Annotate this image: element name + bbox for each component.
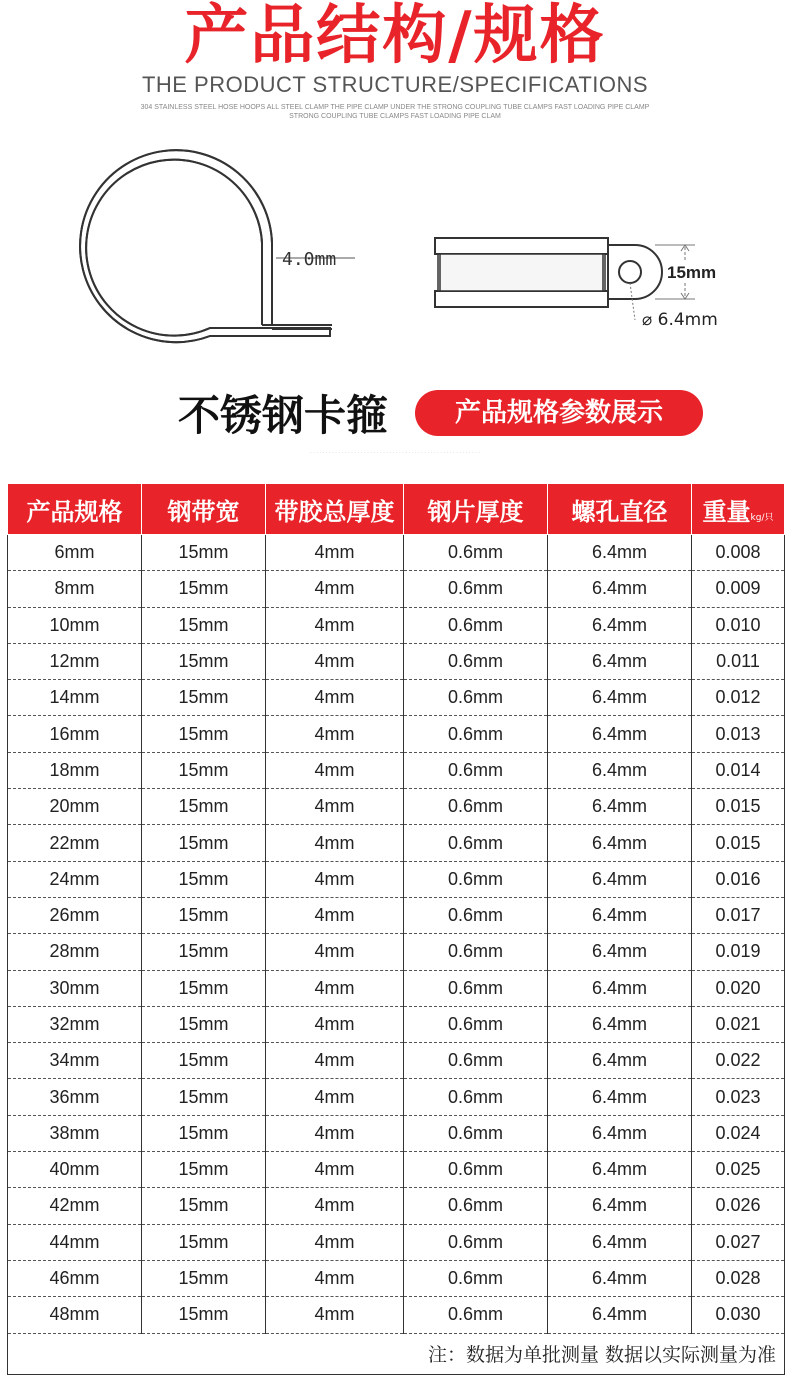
cell-steel-thickness: 0.6mm	[404, 1043, 548, 1079]
cell-total-thickness: 4mm	[266, 1260, 404, 1296]
cell-weight: 0.010	[692, 607, 785, 643]
cell-steel-thickness: 0.6mm	[404, 1188, 548, 1224]
cell-total-thickness: 4mm	[266, 825, 404, 861]
cell-hole-diameter: 6.4mm	[548, 1260, 692, 1296]
cell-weight: 0.022	[692, 1043, 785, 1079]
cell-weight: 0.021	[692, 1006, 785, 1042]
spec-table-body	[8, 535, 785, 1334]
page-title: 产品结构/规格	[184, 0, 606, 73]
cell-hole-diameter: 6.4mm	[548, 535, 692, 571]
cell-hole-diameter: 6.4mm	[548, 1079, 692, 1115]
cell-band-width: 15mm	[142, 1079, 266, 1115]
table-row	[8, 861, 785, 897]
cell-total-thickness: 4mm	[266, 1224, 404, 1260]
cell-spec: 26mm	[8, 897, 142, 933]
cell-weight: 0.020	[692, 970, 785, 1006]
cell-hole-diameter: 6.4mm	[548, 1006, 692, 1042]
cell-steel-thickness: 0.6mm	[404, 1224, 548, 1260]
cell-band-width: 15mm	[142, 607, 266, 643]
cell-weight: 0.011	[692, 643, 785, 679]
cell-band-width: 15mm	[142, 1115, 266, 1151]
cell-weight: 0.027	[692, 1224, 785, 1260]
cell-steel-thickness: 0.6mm	[404, 1115, 548, 1151]
cell-spec: 24mm	[8, 861, 142, 897]
cell-spec: 18mm	[8, 752, 142, 788]
cell-total-thickness: 4mm	[266, 970, 404, 1006]
cell-hole-diameter: 6.4mm	[548, 789, 692, 825]
cell-steel-thickness: 0.6mm	[404, 897, 548, 933]
clamp-side-view	[80, 150, 355, 342]
cell-band-width: 15mm	[142, 535, 266, 571]
header-total-thickness: 带胶总厚度	[266, 484, 404, 535]
cell-band-width: 15mm	[142, 1224, 266, 1260]
cell-band-width: 15mm	[142, 752, 266, 788]
cell-total-thickness: 4mm	[266, 607, 404, 643]
clamp-top-view	[435, 238, 662, 307]
cell-total-thickness: 4mm	[266, 1152, 404, 1188]
cell-steel-thickness: 0.6mm	[404, 1079, 548, 1115]
faint-caption: · · · · · · · · · · · · · · · · · · · · · · · · · · · · · · · · · · · · · · · · · · · · · · · · · · · · · ·	[309, 450, 481, 456]
cell-weight: 0.009	[692, 571, 785, 607]
header-weight	[692, 484, 785, 535]
cell-weight: 0.023	[692, 1079, 785, 1115]
cell-spec: 30mm	[8, 970, 142, 1006]
table-row	[8, 1297, 785, 1333]
header-weight-unit: kg/只	[750, 512, 774, 523]
width-label: 15mm	[667, 263, 717, 282]
table-row	[8, 1152, 785, 1188]
cell-spec: 6mm	[8, 535, 142, 571]
cell-total-thickness: 4mm	[266, 571, 404, 607]
cell-weight: 0.017	[692, 897, 785, 933]
cell-spec: 46mm	[8, 1260, 142, 1296]
cell-weight: 0.016	[692, 861, 785, 897]
cell-spec: 38mm	[8, 1115, 142, 1151]
cell-spec: 14mm	[8, 680, 142, 716]
header-steel-thickness: 钢片厚度	[404, 484, 548, 535]
cell-hole-diameter: 6.4mm	[548, 680, 692, 716]
table-row	[8, 934, 785, 970]
hole-diameter-label: ⌀ 6.4mm	[642, 310, 718, 330]
table-row	[8, 643, 785, 679]
cell-spec: 40mm	[8, 1152, 142, 1188]
cell-weight: 0.025	[692, 1152, 785, 1188]
table-row	[8, 752, 785, 788]
cell-steel-thickness: 0.6mm	[404, 789, 548, 825]
cell-hole-diameter: 6.4mm	[548, 1224, 692, 1260]
cell-band-width: 15mm	[142, 1188, 266, 1224]
cell-total-thickness: 4mm	[266, 789, 404, 825]
cell-weight: 0.015	[692, 789, 785, 825]
cell-hole-diameter: 6.4mm	[548, 1297, 692, 1333]
cell-total-thickness: 4mm	[266, 643, 404, 679]
product-name: 不锈钢卡箍	[178, 391, 389, 440]
cell-band-width: 15mm	[142, 861, 266, 897]
cell-total-thickness: 4mm	[266, 1043, 404, 1079]
cell-hole-diameter: 6.4mm	[548, 1152, 692, 1188]
cell-spec: 10mm	[8, 607, 142, 643]
header-band-width: 钢带宽	[142, 484, 266, 535]
cell-steel-thickness: 0.6mm	[404, 934, 548, 970]
cell-weight: 0.012	[692, 680, 785, 716]
cell-band-width: 15mm	[142, 897, 266, 933]
cell-hole-diameter: 6.4mm	[548, 752, 692, 788]
cell-steel-thickness: 0.6mm	[404, 680, 548, 716]
product-structure-diagram	[0, 125, 790, 370]
cell-steel-thickness: 0.6mm	[404, 1152, 548, 1188]
table-row	[8, 680, 785, 716]
cell-weight: 0.013	[692, 716, 785, 752]
cell-band-width: 15mm	[142, 571, 266, 607]
cell-steel-thickness: 0.6mm	[404, 643, 548, 679]
cell-band-width: 15mm	[142, 789, 266, 825]
cell-spec: 34mm	[8, 1043, 142, 1079]
cell-total-thickness: 4mm	[266, 535, 404, 571]
spec-table-header	[8, 484, 785, 535]
cell-band-width: 15mm	[142, 680, 266, 716]
cell-band-width: 15mm	[142, 825, 266, 861]
cell-total-thickness: 4mm	[266, 752, 404, 788]
table-row	[8, 716, 785, 752]
cell-hole-diameter: 6.4mm	[548, 1115, 692, 1151]
cell-steel-thickness: 0.6mm	[404, 1006, 548, 1042]
cell-weight: 0.024	[692, 1115, 785, 1151]
cell-total-thickness: 4mm	[266, 1297, 404, 1333]
table-row	[8, 535, 785, 571]
cell-spec: 48mm	[8, 1297, 142, 1333]
cell-hole-diameter: 6.4mm	[548, 571, 692, 607]
spec-table	[7, 483, 785, 1375]
cell-total-thickness: 4mm	[266, 1115, 404, 1151]
table-row	[8, 1079, 785, 1115]
cell-total-thickness: 4mm	[266, 1079, 404, 1115]
cell-band-width: 15mm	[142, 1297, 266, 1333]
cell-weight: 0.026	[692, 1188, 785, 1224]
cell-steel-thickness: 0.6mm	[404, 571, 548, 607]
cell-spec: 28mm	[8, 934, 142, 970]
page-subtitle-small: 304 STAINLESS STEEL HOSE HOOPS ALL STEEL CLAMP THE PIPE CLAMP UNDER THE STRONG COUPLING TUBE CLAMPS FAST LOADING PIPE CLAMP STRONG COUPLING TUBE CLAMPS FAST LOADING PIPE CLAM	[140, 104, 650, 120]
cell-hole-diameter: 6.4mm	[548, 1043, 692, 1079]
cell-steel-thickness: 0.6mm	[404, 752, 548, 788]
cell-hole-diameter: 6.4mm	[548, 934, 692, 970]
header-spec: 产品规格	[8, 484, 142, 535]
cell-total-thickness: 4mm	[266, 897, 404, 933]
cell-hole-diameter: 6.4mm	[548, 716, 692, 752]
table-row	[8, 1260, 785, 1296]
cell-band-width: 15mm	[142, 1043, 266, 1079]
table-row	[8, 1043, 785, 1079]
table-row	[8, 571, 785, 607]
table-row	[8, 897, 785, 933]
cell-band-width: 15mm	[142, 970, 266, 1006]
cell-spec: 42mm	[8, 1188, 142, 1224]
cell-weight: 0.030	[692, 1297, 785, 1333]
measurement-note: 注：数据为单批测量 数据以实际测量为准	[8, 1333, 785, 1374]
cell-weight: 0.015	[692, 825, 785, 861]
table-row	[8, 970, 785, 1006]
cell-spec: 20mm	[8, 789, 142, 825]
cell-spec: 36mm	[8, 1079, 142, 1115]
cell-total-thickness: 4mm	[266, 861, 404, 897]
table-row	[8, 1224, 785, 1260]
table-row	[8, 789, 785, 825]
cell-steel-thickness: 0.6mm	[404, 825, 548, 861]
cell-total-thickness: 4mm	[266, 716, 404, 752]
table-row	[8, 1006, 785, 1042]
cell-weight: 0.028	[692, 1260, 785, 1296]
cell-weight: 0.014	[692, 752, 785, 788]
cell-total-thickness: 4mm	[266, 1188, 404, 1224]
table-row	[8, 1188, 785, 1224]
cell-steel-thickness: 0.6mm	[404, 1260, 548, 1296]
cell-total-thickness: 4mm	[266, 934, 404, 970]
spec-table-note-row	[8, 1333, 785, 1374]
cell-hole-diameter: 6.4mm	[548, 643, 692, 679]
cell-band-width: 15mm	[142, 934, 266, 970]
table-row	[8, 607, 785, 643]
cell-total-thickness: 4mm	[266, 1006, 404, 1042]
cell-steel-thickness: 0.6mm	[404, 861, 548, 897]
cell-spec: 32mm	[8, 1006, 142, 1042]
cell-band-width: 15mm	[142, 643, 266, 679]
cell-steel-thickness: 0.6mm	[404, 1297, 548, 1333]
cell-spec: 8mm	[8, 571, 142, 607]
cell-total-thickness: 4mm	[266, 680, 404, 716]
cell-hole-diameter: 6.4mm	[548, 1188, 692, 1224]
header-weight-label: 重量	[702, 497, 751, 526]
table-row	[8, 1115, 785, 1151]
cell-hole-diameter: 6.4mm	[548, 861, 692, 897]
cell-steel-thickness: 0.6mm	[404, 607, 548, 643]
cell-hole-diameter: 6.4mm	[548, 897, 692, 933]
cell-band-width: 15mm	[142, 1260, 266, 1296]
cell-weight: 0.019	[692, 934, 785, 970]
spec-pill-label: 产品规格参数展示	[415, 390, 703, 436]
cell-hole-diameter: 6.4mm	[548, 607, 692, 643]
cell-spec: 12mm	[8, 643, 142, 679]
cell-steel-thickness: 0.6mm	[404, 970, 548, 1006]
table-row	[8, 825, 785, 861]
cell-weight: 0.008	[692, 535, 785, 571]
cell-spec: 22mm	[8, 825, 142, 861]
cell-hole-diameter: 6.4mm	[548, 825, 692, 861]
cell-band-width: 15mm	[142, 716, 266, 752]
thickness-label: 4.0mm	[282, 249, 337, 270]
cell-band-width: 15mm	[142, 1006, 266, 1042]
cell-steel-thickness: 0.6mm	[404, 535, 548, 571]
header-hole-diameter: 螺孔直径	[548, 484, 692, 535]
cell-spec: 16mm	[8, 716, 142, 752]
cell-band-width: 15mm	[142, 1152, 266, 1188]
cell-hole-diameter: 6.4mm	[548, 970, 692, 1006]
cell-spec: 44mm	[8, 1224, 142, 1260]
cell-steel-thickness: 0.6mm	[404, 716, 548, 752]
page-subtitle-en: THE PRODUCT STRUCTURE/SPECIFICATIONS	[141, 72, 649, 97]
